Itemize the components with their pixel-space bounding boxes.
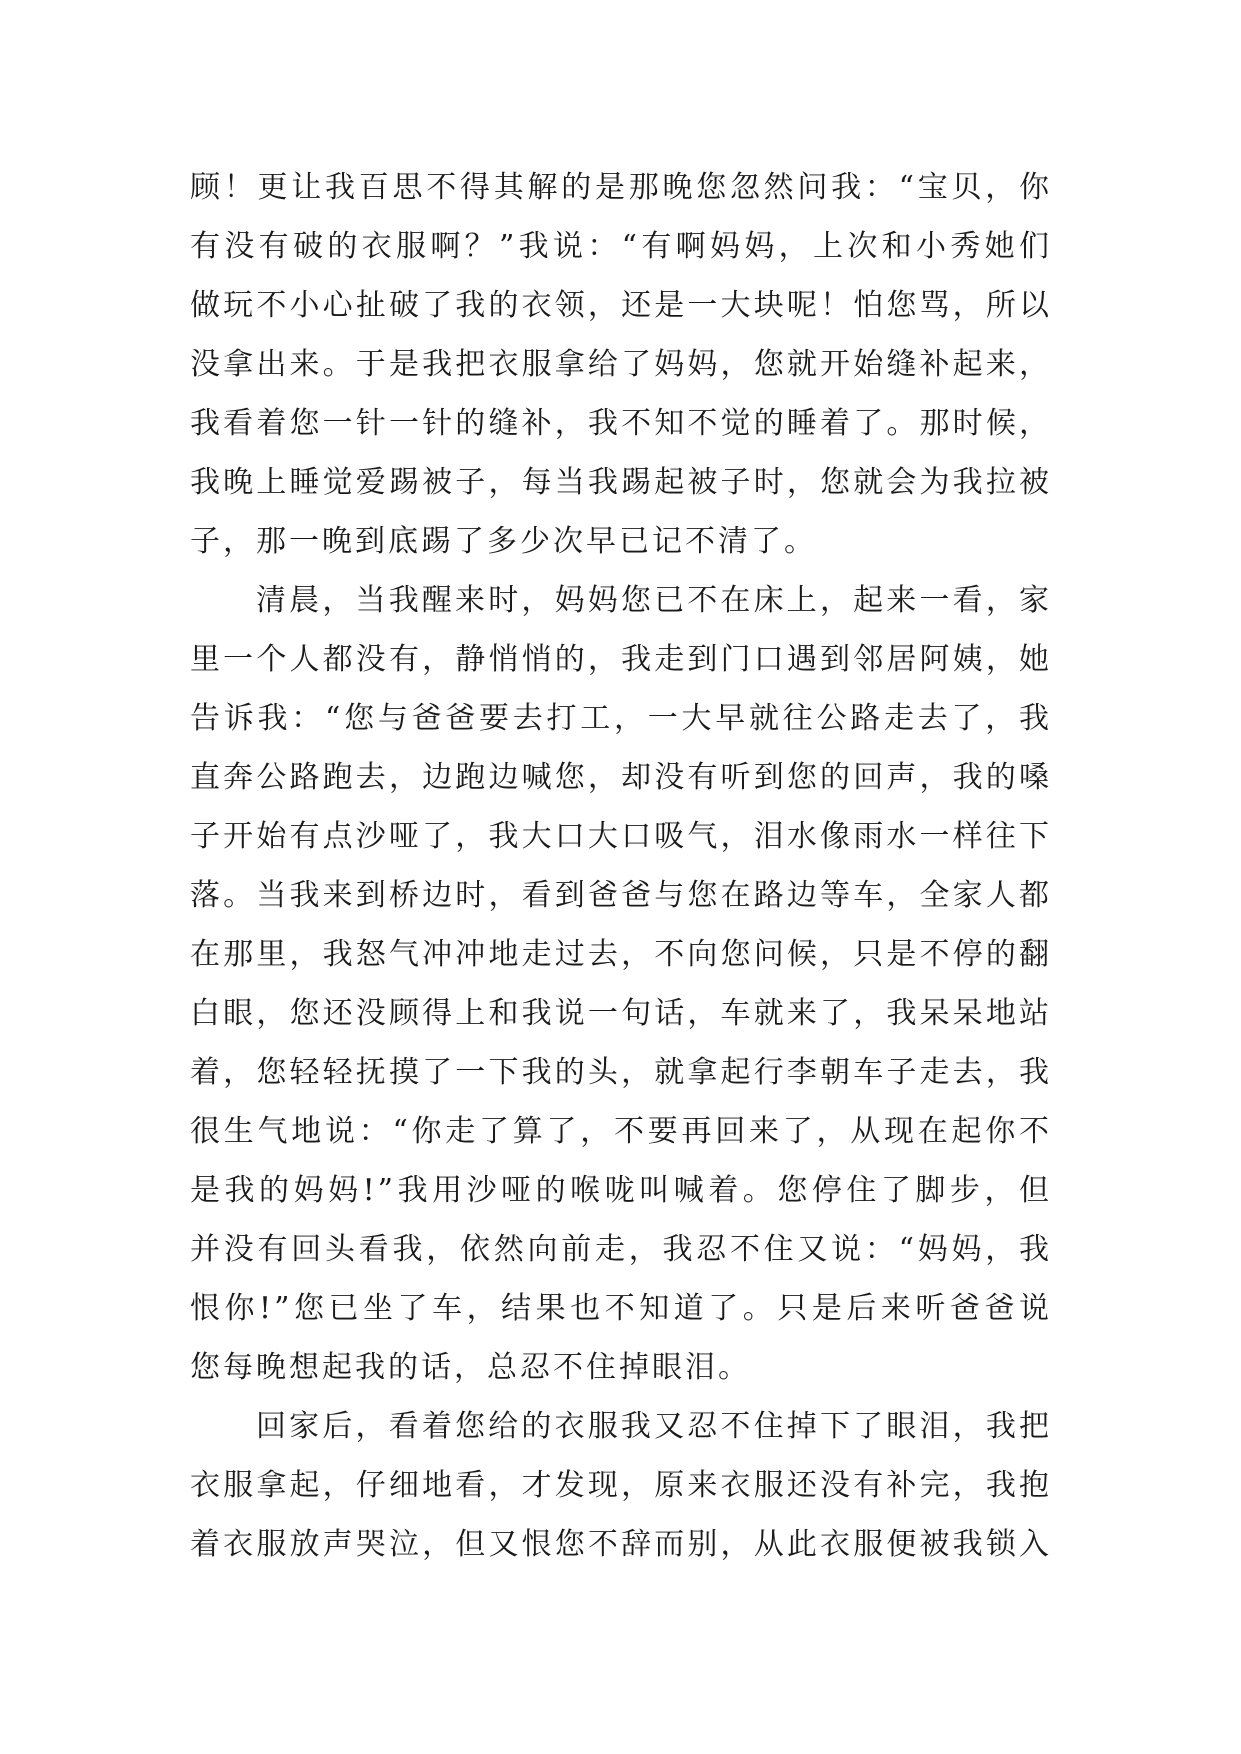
text-line: 着，您轻轻抚摸了一下我的头，就拿起行李朝车子走去，我: [190, 1055, 1052, 1090]
text-line: 着衣服放声哭泣，但又恨您不辞而别，从此衣服便被我锁入: [190, 1527, 1052, 1562]
text-line: 并没有回头看我，依然向前走，我忍不住又说：“妈妈，我: [190, 1232, 1052, 1267]
document-body: [190, 158, 1052, 1574]
text-line: 直奔公路跑去，边跑边喊您，却没有听到您的回声，我的嗓: [190, 760, 1052, 795]
text-line: 很生气地说：“你走了算了，不要再回来了，从现在起你不: [190, 1114, 1052, 1149]
text-line: 恨你!”您已坐了车，结果也不知道了。只是后来听爸爸说: [190, 1291, 1052, 1326]
text-line: 回家后，看着您给的衣服我又忍不住掉下了眼泪，我把: [256, 1409, 1052, 1444]
text-line: 白眼，您还没顾得上和我说一句话，车就来了，我呆呆地站: [190, 996, 1052, 1031]
text-line: 我晚上睡觉爱踢被子，每当我踢起被子时，您就会为我拉被: [190, 465, 1052, 500]
text-line: 清晨，当我醒来时，妈妈您已不在床上，起来一看，家: [256, 583, 1052, 618]
text-line: 顾！更让我百思不得其解的是那晚您忽然问我：“宝贝，你: [190, 170, 1052, 205]
text-line: 我看着您一针一针的缝补，我不知不觉的睡着了。那时候，: [190, 406, 1052, 441]
text-line: 有没有破的衣服啊？”我说：“有啊妈妈，上次和小秀她们: [190, 229, 1052, 264]
paragraph-3: [190, 1397, 1052, 1574]
paragraph-2: [190, 571, 1052, 1397]
text-line: 衣服拿起，仔细地看，才发现，原来衣服还没有补完，我抱: [190, 1468, 1052, 1503]
text-line: 做玩不小心扯破了我的衣领，还是一大块呢！怕您骂，所以: [190, 288, 1052, 323]
text-line: 告诉我：“您与爸爸要去打工，一大早就往公路走去了，我: [190, 701, 1052, 736]
text-line: 里一个人都没有，静悄悄的，我走到门口遇到邻居阿姨，她: [190, 642, 1052, 677]
text-line: 没拿出来。于是我把衣服拿给了妈妈，您就开始缝补起来，: [190, 347, 1052, 382]
text-line: 是我的妈妈!”我用沙哑的喉咙叫喊着。您停住了脚步，但: [190, 1173, 1052, 1208]
text-line: 子开始有点沙哑了，我大口大口吸气，泪水像雨水一样往下: [190, 819, 1052, 854]
text-line: 落。当我来到桥边时，看到爸爸与您在路边等车，全家人都: [190, 878, 1052, 913]
text-line: 您每晚想起我的话，总忍不住掉眼泪。: [190, 1350, 751, 1385]
text-line: 子，那一晚到底踢了多少次早已记不清了。: [190, 524, 817, 559]
text-line: 在那里，我怒气冲冲地走过去，不向您问候，只是不停的翻: [190, 937, 1052, 972]
paragraph-1: [190, 158, 1052, 571]
